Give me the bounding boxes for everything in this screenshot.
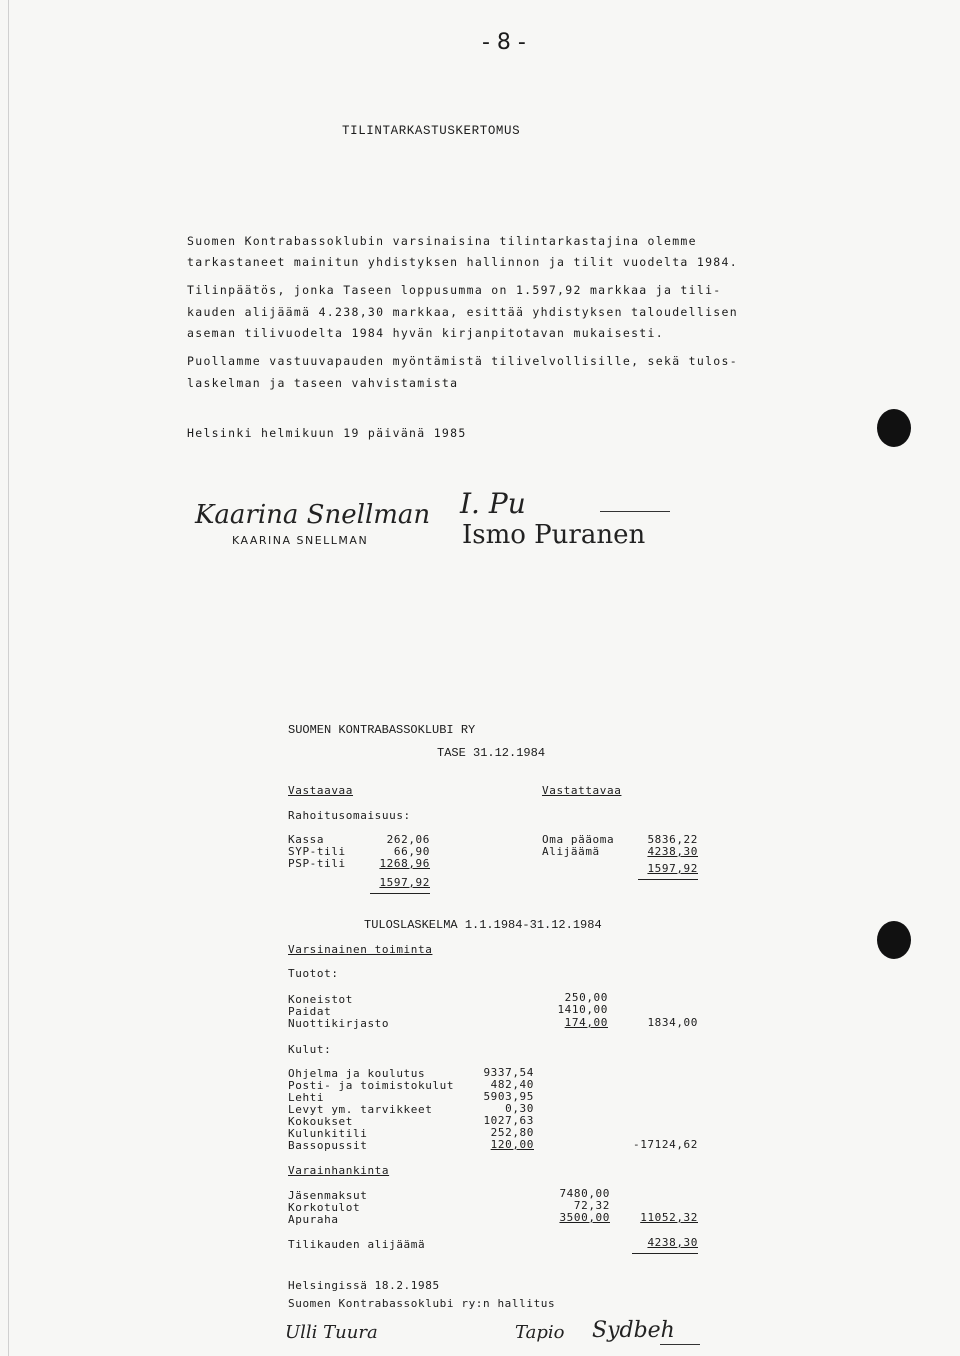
deficit-label: Tilikauden alijäämä — [288, 1238, 426, 1251]
revenue-item: Paidat — [288, 1005, 332, 1018]
double-underline — [632, 1253, 698, 1254]
liability-value: 5836,22 — [647, 833, 698, 846]
assets-header: Vastaavaa — [288, 784, 354, 797]
fundraising-item: Korkotulot — [288, 1201, 361, 1214]
asset-value: 66,90 — [393, 845, 430, 858]
liability-label: Alijäämä — [542, 845, 600, 858]
punch-hole — [877, 921, 911, 959]
org-name: SUOMEN KONTRABASSOKLUBI RY — [288, 723, 476, 737]
report-text-line: aseman tilivuodelta 1984 hyvän kirjanpitotavan mukaisesti. — [187, 326, 664, 340]
revenue-item: Nuottikirjasto — [288, 1017, 390, 1030]
expense-value: 120,00 — [490, 1138, 534, 1151]
report-title: TILINTARKASTUSKERTOMUS — [342, 124, 521, 138]
revenue-total: 1834,00 — [647, 1016, 698, 1029]
revenue-value: 1410,00 — [557, 1003, 608, 1016]
expense-value: 252,80 — [490, 1126, 534, 1139]
footer-place-date: Helsingissä 18.2.1985 — [288, 1279, 440, 1292]
fundraising-item: Jäsenmaksut — [288, 1189, 368, 1202]
signature-stroke — [660, 1344, 700, 1345]
revenue-value: 174,00 — [564, 1016, 608, 1029]
operations-header: Varsinainen toiminta — [288, 943, 433, 956]
double-underline — [370, 893, 430, 894]
assets-total: 1597,92 — [379, 876, 430, 889]
expense-value: 1027,63 — [483, 1114, 534, 1127]
fundraising-value: 72,32 — [573, 1199, 610, 1212]
report-place-date: Helsinki helmikuun 19 päivänä 1985 — [187, 426, 467, 440]
expense-item: Kokoukset — [288, 1115, 354, 1128]
liability-label: Oma pääoma — [542, 833, 615, 846]
signature-stroke — [600, 511, 670, 512]
fundraising-item: Apuraha — [288, 1213, 339, 1226]
balance-title: TASE 31.12.1984 — [437, 746, 546, 760]
signature-kaarina: Kaarina Snellman — [195, 500, 431, 530]
footer-board: Suomen Kontrabassoklubi ry:n hallitus — [288, 1297, 556, 1310]
double-underline — [638, 879, 698, 880]
fundraising-value: 7480,00 — [559, 1187, 610, 1200]
financing-label: Rahoitusomaisuus: — [288, 809, 411, 822]
expense-item: Bassopussit — [288, 1139, 368, 1152]
asset-value: 262,06 — [386, 833, 430, 846]
signature-name-kaarina: KAARINA SNELLMAN — [232, 534, 369, 547]
revenue-item: Koneistot — [288, 993, 354, 1006]
fundraising-total: 11052,32 — [640, 1211, 698, 1224]
expense-value: 5903,95 — [483, 1090, 534, 1103]
asset-value: 1268,96 — [379, 857, 430, 870]
punch-hole — [877, 409, 911, 447]
expense-item: Ohjelma ja koulutus — [288, 1067, 426, 1080]
asset-label: Kassa — [288, 833, 325, 846]
expense-value: 0,30 — [505, 1102, 534, 1115]
report-text-line: Tilinpäätös, jonka Taseen loppusumma on 1.597,92 markkaa ja tili- — [187, 283, 722, 297]
revenue-value: 250,00 — [564, 991, 608, 1004]
expense-item: Levyt ym. tarvikkeet — [288, 1103, 433, 1116]
report-text-line: laskelman ja taseen vahvistamista — [187, 376, 459, 390]
liabilities-total: 1597,92 — [647, 862, 698, 875]
asset-label: PSP-tili — [288, 857, 346, 870]
report-text-line: Puollamme vastuuvapauden myöntämistä tilivelvollisille, sekä tulos- — [187, 354, 738, 368]
board-signature: Ulli Tuura — [285, 1322, 378, 1343]
board-signature: Sydbeh — [592, 1318, 675, 1343]
expense-value: 482,40 — [490, 1078, 534, 1091]
liabilities-header: Vastattavaa — [542, 784, 622, 797]
expense-item: Lehti — [288, 1091, 325, 1104]
expenses-label: Kulut: — [288, 1043, 332, 1056]
signature-name-ismo: Ismo Puranen — [462, 520, 646, 550]
fundraising-header: Varainhankinta — [288, 1164, 390, 1177]
expense-value: 9337,54 — [483, 1066, 534, 1079]
revenue-label: Tuotot: — [288, 967, 339, 980]
report-text-line: Suomen Kontrabassoklubin varsinaisina tilintarkastajina olemme — [187, 234, 697, 248]
deficit-value: 4238,30 — [647, 1236, 698, 1249]
expense-item: Posti- ja toimistokulut — [288, 1079, 455, 1092]
board-signature: Tapio — [515, 1322, 565, 1343]
signature-ismo: I. Pu — [460, 487, 526, 520]
page-edge-line — [8, 0, 9, 1356]
expenses-total: -17124,62 — [632, 1138, 698, 1151]
liability-value: 4238,30 — [647, 845, 698, 858]
report-text-line: kauden alijäämä 4.238,30 markkaa, esittää yhdistyksen taloudellisen — [187, 305, 738, 319]
asset-label: SYP-tili — [288, 845, 346, 858]
income-title: TULOSLASKELMA 1.1.1984-31.12.1984 — [364, 918, 602, 932]
expense-item: Kulunkitili — [288, 1127, 368, 1140]
report-text-line: tarkastaneet mainitun yhdistyksen hallinnon ja tilit vuodelta 1984. — [187, 255, 738, 269]
fundraising-value: 3500,00 — [559, 1211, 610, 1224]
page-number: - 8 - — [482, 30, 526, 55]
